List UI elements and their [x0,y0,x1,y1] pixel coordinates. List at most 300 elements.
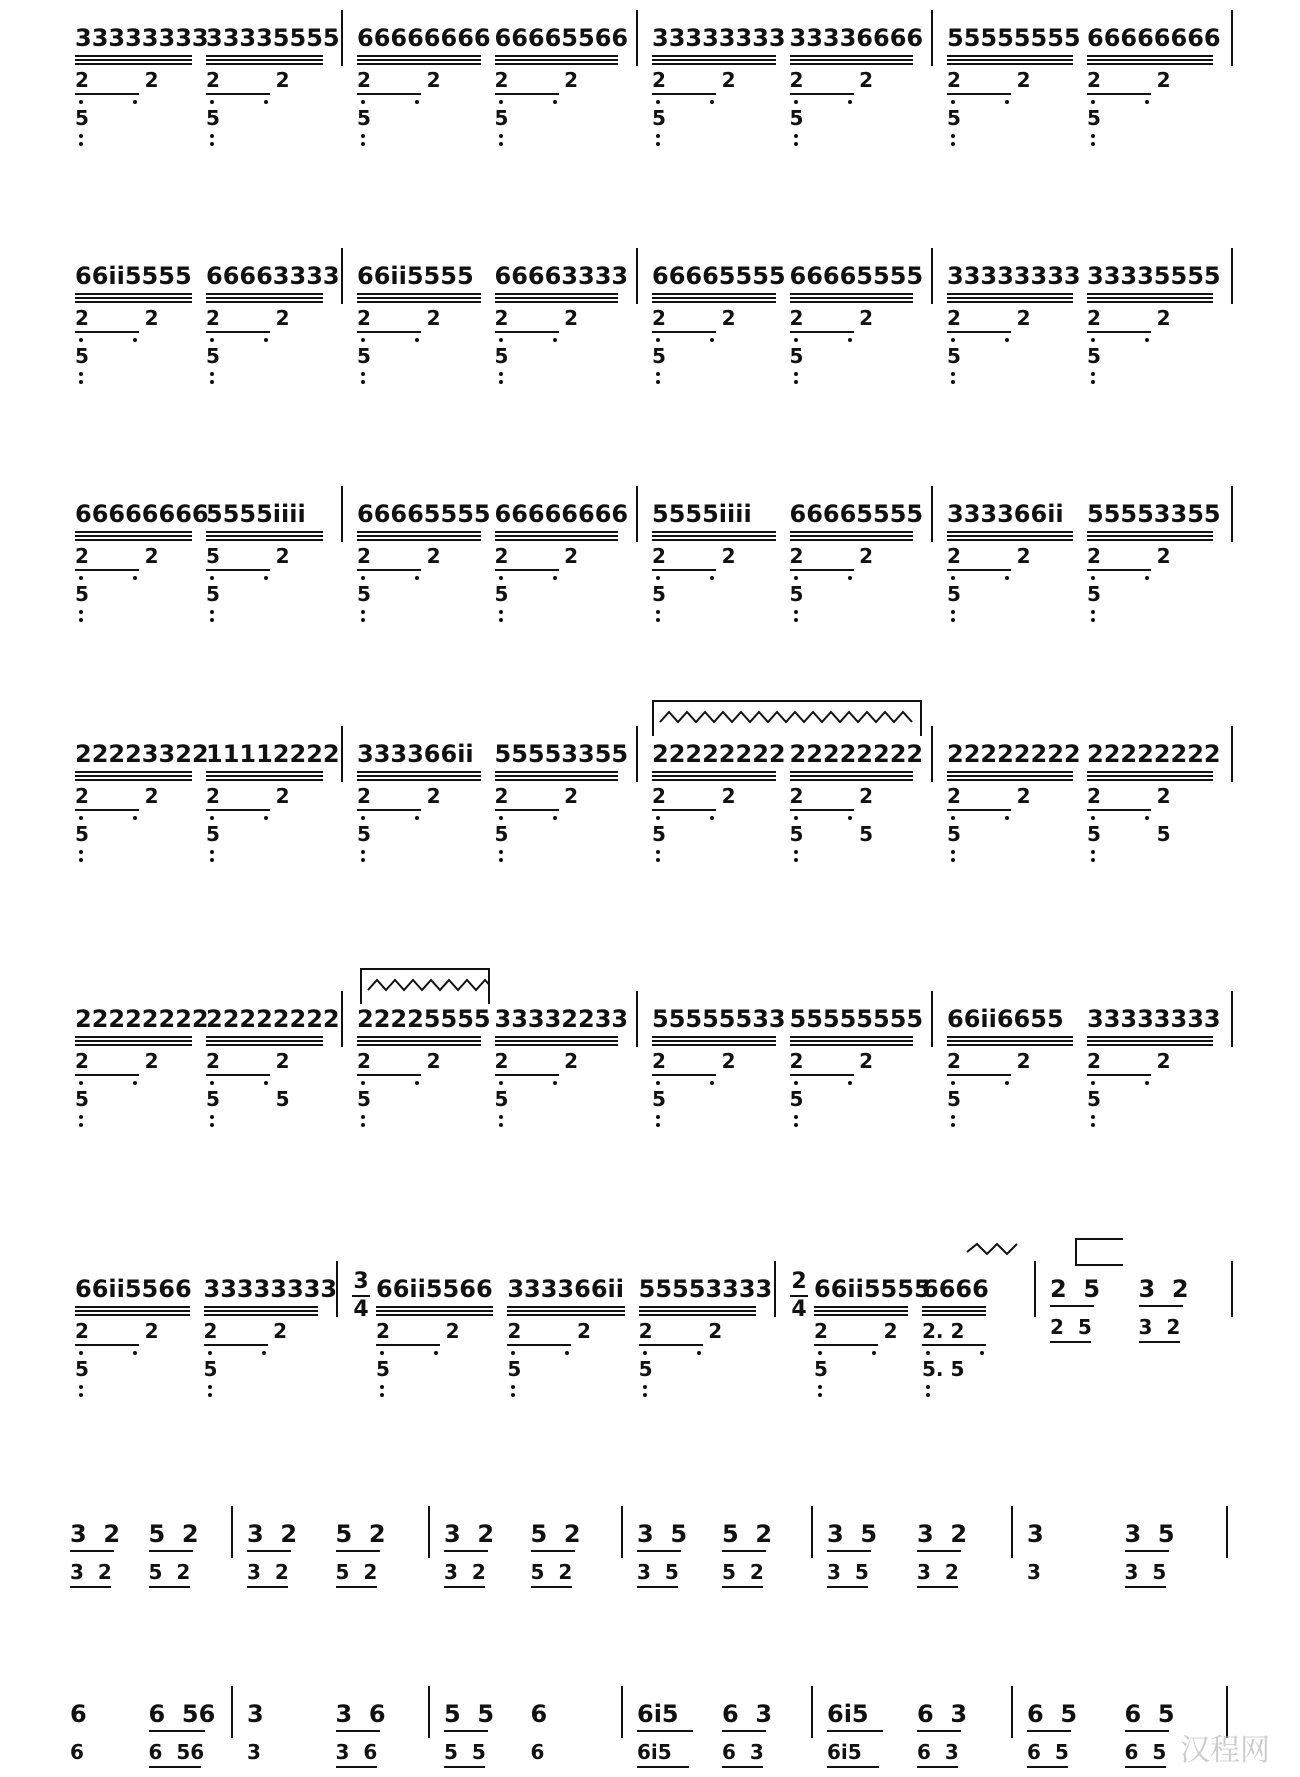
accompaniment-notes [75,68,159,92]
accompaniment-text: 2 2 [947,1049,1031,1073]
accompaniment-text: 6 56 [148,1740,205,1764]
beam-line [75,779,192,781]
accompaniment-text: 5 2 [335,1560,378,1584]
beam-line [204,1310,319,1312]
bass-notes [206,344,220,368]
octave-dot [499,1115,503,1119]
bass-text: 5 [75,582,89,606]
octave-dot [794,1081,798,1085]
accompaniment-text: 2 2 [494,306,579,330]
melody-text: 3 [247,1700,264,1728]
beam-line [637,1586,678,1588]
octave-dot [499,380,503,384]
octave-dot [499,850,503,854]
accompaniment-notes [652,68,736,92]
beam-line [790,93,854,95]
bass-notes [1087,582,1101,606]
accompaniment-notes [247,1560,289,1584]
melody-text: 22225555 [357,1005,491,1033]
octave-dot [210,380,214,384]
beam-line [790,63,914,65]
beam-line [1125,1766,1166,1768]
melody-text: 66666666 [75,500,209,528]
beam-line [495,775,619,777]
melody-notes [75,1005,209,1033]
beam-line [495,1036,619,1038]
score-system [0,500,1300,630]
beam-line [947,93,1011,95]
octave-dot [79,338,83,342]
melody-text: 66666666 [494,500,629,528]
beam-line [637,1730,693,1732]
accompaniment-text: 2 2 [652,784,736,808]
octave-dot [1091,372,1095,376]
octave-dot [951,338,955,342]
melody-text: 66665566 [494,24,629,52]
octave-dot [79,618,83,622]
accompaniment-text: 2 2 [75,1319,159,1343]
barline [636,248,638,304]
beam-line [75,809,139,811]
bass-notes [495,1087,509,1111]
beam-line [70,1550,114,1552]
octave-dot [210,576,214,580]
accompaniment-text: 2 2 [206,784,290,808]
melody-notes [75,262,192,290]
bass-text: 5 [494,582,509,606]
accompaniment-text: 3 2 [1138,1315,1181,1339]
beam-line [947,771,1073,773]
accompaniment-text: 2 2 [652,1049,736,1073]
octave-dot [656,372,660,376]
beam-line [947,569,1011,571]
octave-dot [1091,858,1095,862]
beam-line [376,1306,493,1308]
bass-text: 5 [789,582,804,606]
accompaniment-notes [206,1049,290,1073]
melody-text: 3 2 [444,1520,495,1548]
beam-line [639,1306,756,1308]
octave-dot [415,816,419,820]
accompaniment-notes [1087,544,1171,568]
melody-text: 66665555 [652,262,786,290]
melody-notes [947,740,1081,768]
accompaniment-notes [495,306,579,330]
octave-dot [1091,576,1095,580]
accompaniment-notes [495,544,579,568]
barline [931,726,933,782]
melody-notes [922,1275,989,1303]
beam-line [357,569,421,571]
beam-line [814,1306,908,1308]
octave-dot [818,1385,822,1389]
beam-line [1027,1766,1068,1768]
beam-line [75,63,192,65]
beam-line [495,809,559,811]
octave-dot [656,610,660,614]
accompaniment-notes [357,68,441,92]
melody-text: 3 2 [70,1520,121,1548]
bass-notes [652,582,666,606]
time-signature-denominator: 4 [353,1297,369,1322]
bass-notes [947,1087,961,1111]
melody-notes [1050,1275,1100,1303]
accompaniment-text: 6i̇5 [637,1740,672,1764]
melody-text: 22222222 [1087,740,1221,768]
octave-dot [951,850,955,854]
bass-notes [790,344,804,368]
beam-line [827,1766,879,1768]
beam-line [495,569,559,571]
melody-text: 22222222 [789,740,924,768]
barline [1231,248,1233,304]
beam-line [922,1306,986,1308]
accompaniment-notes [922,1319,964,1343]
bass-notes [357,582,371,606]
bass-notes [790,106,804,130]
beam-line [637,1550,681,1552]
octave-dot [1005,338,1009,342]
score-system [0,1700,1300,1764]
octave-dot [264,338,268,342]
bass-text: 5 [206,822,220,846]
octave-dot [133,576,137,580]
octave-dot [848,1081,852,1085]
bass-text: 5 [494,1087,509,1111]
melody-text: 22222222 [206,1005,340,1033]
bass-text: 5 [1087,106,1101,130]
bass-notes [75,106,89,130]
melody-text: 5 2 [722,1520,773,1548]
octave-dot [380,1385,384,1389]
beam-line [652,535,776,537]
beam-line [75,569,139,571]
accompaniment-notes [652,1049,736,1073]
melody-notes [206,262,340,290]
accompaniment-notes [947,544,1031,568]
octave-dot [499,134,503,138]
accompaniment-text: 2 2 [652,68,736,92]
beam-line [652,1040,776,1042]
octave-dot [1005,816,1009,820]
octave-dot [1005,576,1009,580]
bass-notes [1087,822,1171,846]
melody-notes [1087,500,1221,528]
beam-line [652,301,776,303]
melody-text: 66i̇i̇6655 [947,1005,1064,1033]
melody-text: 11112222 [206,740,340,768]
beam-line [790,1036,914,1038]
accompaniment-notes [1027,1740,1069,1764]
melody-notes [376,1275,493,1303]
beam-line [206,1040,323,1042]
tremolo-box [1075,1238,1123,1266]
melody-notes [1125,1520,1175,1548]
accompaniment-text: 2 2 [789,68,874,92]
bass-notes [75,822,89,846]
accompaniment-notes [917,1560,959,1584]
bass-text: 5 [1087,1087,1101,1111]
beam-line [531,1586,572,1588]
octave-dot [951,858,955,862]
melody-text: 6 [530,1700,548,1728]
accompaniment-notes [790,306,874,330]
octave-dot [553,816,557,820]
score-system [0,1005,1300,1135]
beam-line [947,535,1073,537]
octave-dot [794,100,798,104]
octave-dot [710,100,714,104]
beam-line [507,1306,624,1308]
beam-line [922,1314,986,1316]
barline [341,726,343,782]
beam-line [652,331,716,333]
accompaniment-text: 2 2 [1087,784,1171,808]
octave-dot [415,1081,419,1085]
beam-line [495,1040,619,1042]
beam-line [814,1314,908,1316]
octave-dot [710,576,714,580]
melody-notes [149,1700,216,1728]
melody-notes [247,1520,297,1548]
melody-text: 33333333 [1087,1005,1221,1033]
accompaniment-notes [652,784,736,808]
accompaniment-text: 2 2 [75,68,159,92]
bass-notes [639,1357,653,1381]
octave-dot [208,1385,212,1389]
beam-line [507,1314,624,1316]
barline [931,991,933,1047]
accompaniment-text: 2. 2 [922,1319,965,1343]
bass-notes [790,1087,804,1111]
octave-dot [951,142,955,146]
bass-notes [75,1357,89,1381]
octave-dot [499,610,503,614]
accompaniment-text: 2 2 [357,1049,441,1073]
octave-dot [1005,100,1009,104]
accompaniment-text: 6 5 [1124,1740,1167,1764]
melody-text: 66663333 [206,262,340,290]
accompaniment-notes [444,1560,486,1584]
accompaniment-notes [357,1049,441,1073]
bass-text: 5 [507,1357,522,1381]
octave-dot [848,100,852,104]
beam-line [357,531,481,533]
accompaniment-notes [495,784,579,808]
accompaniment-text: 3 5 [637,1560,679,1584]
beam-line [75,301,192,303]
melody-notes [1087,740,1221,768]
melody-notes [206,740,340,768]
octave-dot [818,1351,822,1355]
beam-line [75,771,192,773]
accompaniment-notes [1125,1740,1167,1764]
beam-line [206,1074,270,1076]
barline [1011,1686,1013,1738]
accompaniment-notes [531,1560,573,1584]
bass-notes [75,344,89,368]
octave-dot [656,134,660,138]
bass-text: 5 [652,582,666,606]
bass-text: 5 [652,822,666,846]
barline [231,1506,233,1558]
octave-dot [643,1393,647,1397]
melody-notes [357,24,491,52]
octave-dot [951,618,955,622]
bass-text: 5 [1087,582,1101,606]
beam-line [495,779,619,781]
melody-notes [357,262,474,290]
octave-dot [656,100,660,104]
beam-line [495,297,619,299]
accompaniment-notes [637,1740,672,1764]
beam-line [357,297,481,299]
melody-text: 3 2 [917,1520,968,1548]
beam-line [75,331,139,333]
melody-notes [947,24,1081,52]
octave-dot [511,1351,515,1355]
accompaniment-text: 2 2 [494,544,579,568]
octave-dot [1091,1081,1095,1085]
beam-line [652,1074,716,1076]
beam-line [495,535,619,537]
accompaniment-text: 2 2 [789,784,874,808]
melody-notes [1027,1700,1077,1728]
accompaniment-text: 6 [530,1740,545,1764]
beam-line [790,1044,914,1046]
octave-dot [361,850,365,854]
beam-line [1087,569,1151,571]
accompaniment-notes [639,1319,723,1343]
beam-line [336,1766,377,1768]
melody-text: 55553355 [1087,500,1221,528]
barline [1034,1261,1036,1317]
octave-dot [499,100,503,104]
beam-line [357,55,481,57]
accompaniment-text: 2 2 [357,68,441,92]
beam-line [357,775,481,777]
accompaniment-text: 3 5 [827,1560,869,1584]
barline [636,991,638,1047]
beam-line [206,293,323,295]
bass-text: 5 [75,1357,89,1381]
accompaniment-notes [1139,1315,1181,1339]
melody-notes [639,1275,773,1303]
accompaniment-text: 2 2 [206,1049,290,1073]
octave-dot [210,850,214,854]
accompaniment-notes [790,544,874,568]
melody-notes [1139,1275,1189,1303]
melody-notes [1027,1520,1044,1548]
melody-text: 33335555 [1087,262,1221,290]
beam-line [827,1550,871,1552]
accompaniment-text: 3 6 [335,1740,378,1764]
beam-line [1125,1550,1169,1552]
octave-dot [133,1081,137,1085]
melody-text: 66666666 [1087,24,1221,52]
beam-line [206,535,323,537]
octave-dot [794,816,798,820]
bass-notes [357,1087,371,1111]
bass-notes [206,1087,290,1111]
beam-line [922,1310,986,1312]
octave-dot [264,1081,268,1085]
accompaniment-notes [507,1319,591,1343]
accompaniment-notes [75,1049,159,1073]
bass-notes [376,1357,390,1381]
bass-text: 5 [638,1357,653,1381]
octave-dot [210,1115,214,1119]
melody-notes [357,500,491,528]
accompaniment-notes [947,306,1031,330]
beam-line [790,771,914,773]
beam-line [206,531,323,533]
melody-notes [790,24,924,52]
beam-line [336,1550,380,1552]
barline [636,10,638,66]
octave-dot [361,1115,365,1119]
melody-notes [790,1005,924,1033]
beam-line [495,1044,619,1046]
melody-text: 5 2 [530,1520,581,1548]
beam-line [1125,1730,1169,1732]
barline [636,486,638,542]
melody-notes [357,740,474,768]
beam-line [206,55,323,57]
melody-notes [637,1520,687,1548]
melody-text: 3 6 [335,1700,386,1728]
beam-line [75,59,192,61]
octave-dot [951,380,955,384]
beam-line [206,93,270,95]
beam-line [917,1766,958,1768]
octave-dot [79,100,83,104]
beam-line [75,93,139,95]
bass-text: 5 [376,1357,390,1381]
barline [341,991,343,1047]
melody-text: 33336666 [789,24,924,52]
time-signature-numerator: 3 [353,1269,369,1294]
octave-dot [361,1123,365,1127]
melody-notes [75,740,209,768]
octave-dot [980,1351,984,1355]
bass-notes [75,582,89,606]
beam-line [507,1310,624,1312]
melody-text: 22222222 [947,740,1081,768]
accompaniment-notes [947,68,1031,92]
accompaniment-notes [827,1740,862,1764]
beam-line [149,1550,193,1552]
accompaniment-notes [247,1740,261,1764]
barline [811,1506,813,1558]
octave-dot [951,134,955,138]
accompaniment-notes [722,1560,764,1584]
octave-dot [1145,338,1149,342]
beam-line [495,1074,559,1076]
beam-line [75,293,192,295]
beam-line [1087,1040,1213,1042]
beam-line [947,775,1073,777]
beam-line [947,55,1073,57]
octave-dot [415,576,419,580]
beam-line [917,1586,958,1588]
octave-dot [79,134,83,138]
octave-dot [553,576,557,580]
octave-dot [794,338,798,342]
accompaniment-text: 3 [247,1740,261,1764]
accompaniment-text: 3 2 [70,1560,112,1584]
beam-line [444,1586,485,1588]
